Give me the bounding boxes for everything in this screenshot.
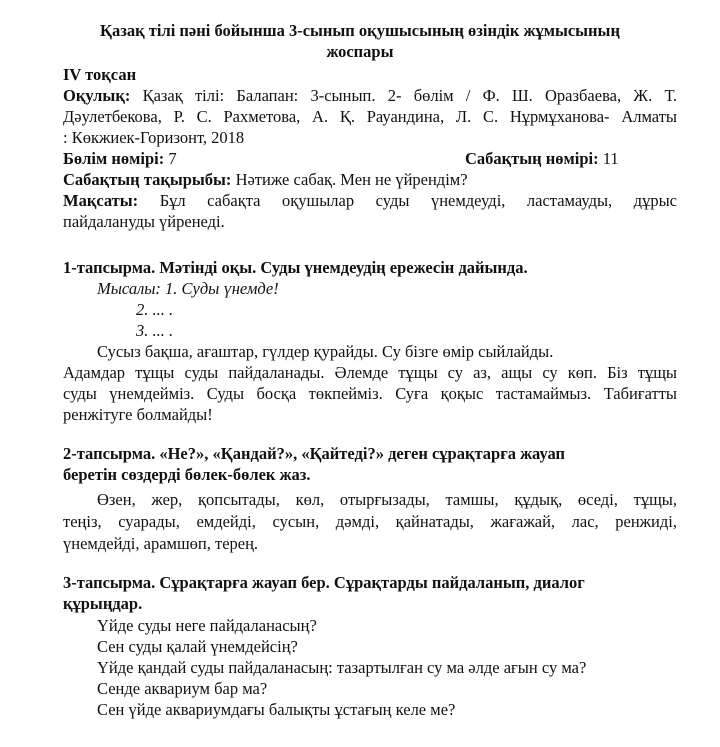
task1-item-3: 3. ... . xyxy=(136,321,174,340)
section-label: Бөлім нөмірі: xyxy=(63,149,165,168)
task2-heading-line-2: беретін сөздерді бөлек-бөлек жаз. xyxy=(63,465,311,484)
goal-line-1 xyxy=(63,191,677,211)
task1-heading: 1-тапсырма. Мәтінді оқы. Суды үнемдеудің ережесін дайында. xyxy=(63,258,528,277)
task3-question-3: Үйде қандай суды пайдаланасың: тазартылған су ма әлде ағын су ма? xyxy=(97,658,587,677)
document-title-line-2: жоспары xyxy=(326,42,394,61)
task2-heading-line-1: 2-тапсырма. «Не?», «Қандай?», «Қайтеді?» деген сұрақтарға жауап xyxy=(63,444,566,463)
document-title-line-1: Қазақ тілі пәні бойынша 3-сынып оқушысының өзіндік жұмысының xyxy=(100,21,620,40)
textbook-label: Оқулық: xyxy=(63,86,131,105)
task3-question-5: Сен үйде аквариумдағы балықты ұстағың келе ме? xyxy=(97,700,456,719)
goal-label: Мақсаты: xyxy=(63,191,139,210)
topic-label: Сабақтың тақырыбы: xyxy=(63,170,232,189)
textbook-line-1 xyxy=(63,86,677,106)
task2-words-line-2: теңіз, суарады, емдейді, сусын, дәмді, қайнатады, жағажай, лас, ренжиді, xyxy=(63,512,677,531)
textbook-line-2: Дәулетбекова, Р. С. Рахметова, А. Қ. Рауандина, Л. С. Нұрмұханова- Алматы xyxy=(63,107,677,126)
goal-line-2: пайдалануды үйренеді. xyxy=(63,212,225,231)
topic-value: Нәтиже сабақ. Мен не үйрендім? xyxy=(235,170,468,189)
task3-heading-line-2: құрыңдар. xyxy=(63,594,143,613)
textbook-text-1: Қазақ тілі: Балапан: 3-сынып. 2- бөлім / Ф. Ш. Оразбаева, Ж. Т. xyxy=(142,86,677,105)
quarter-label: IV тоқсан xyxy=(63,65,137,84)
lesson-label: Сабақтың нөмірі: xyxy=(465,149,599,168)
task1-text-line-4: ренжітуге болмайды! xyxy=(63,405,213,424)
section-value: 7 xyxy=(168,149,177,168)
task1-item-2: 2. ... . xyxy=(136,300,174,319)
lesson-value: 11 xyxy=(602,149,619,168)
task1-example: Мысалы: 1. Суды үнемде! xyxy=(97,279,279,298)
task1-text-line-2: Адамдар тұщы суды пайдаланады. Әлемде тұщы су аз, ащы су көп. Біз тұщы xyxy=(63,363,677,382)
task3-question-1: Үйде суды неге пайдаланасың? xyxy=(97,616,317,635)
lesson-topic xyxy=(63,170,468,190)
lesson-number xyxy=(465,149,619,169)
task3-heading-line-1: 3-тапсырма. Сұрақтарға жауап бер. Сұрақтарды пайдаланып, диалог xyxy=(63,573,585,592)
section-number xyxy=(63,149,177,169)
task2-words-line-3: үнемдейді, арамшөп, терең. xyxy=(63,534,259,553)
task1-text-line-3: суды үнемдейміз. Суды босқа төкпейміз. Суға қоқыс тастамаймыз. Табиғатты xyxy=(63,384,677,403)
task3-question-2: Сен суды қалай үнемдейсің? xyxy=(97,637,298,656)
textbook-line-3: : Көкжиек-Горизонт, 2018 xyxy=(63,128,245,147)
task3-question-4: Сенде аквариум бар ма? xyxy=(97,679,268,698)
goal-text-1: Бұл сабақта оқушылар суды үнемдеуді, ластамауды, дұрыс xyxy=(159,191,677,210)
task2-words-line-1: Өзен, жер, қопсытады, көл, отырғызады, тамшы, құдық, өседі, тұщы, xyxy=(97,490,677,509)
task1-text-line-1: Сусыз бақша, ағаштар, гүлдер қурайды. Су бізге өмір сыйлайды. xyxy=(97,342,554,361)
